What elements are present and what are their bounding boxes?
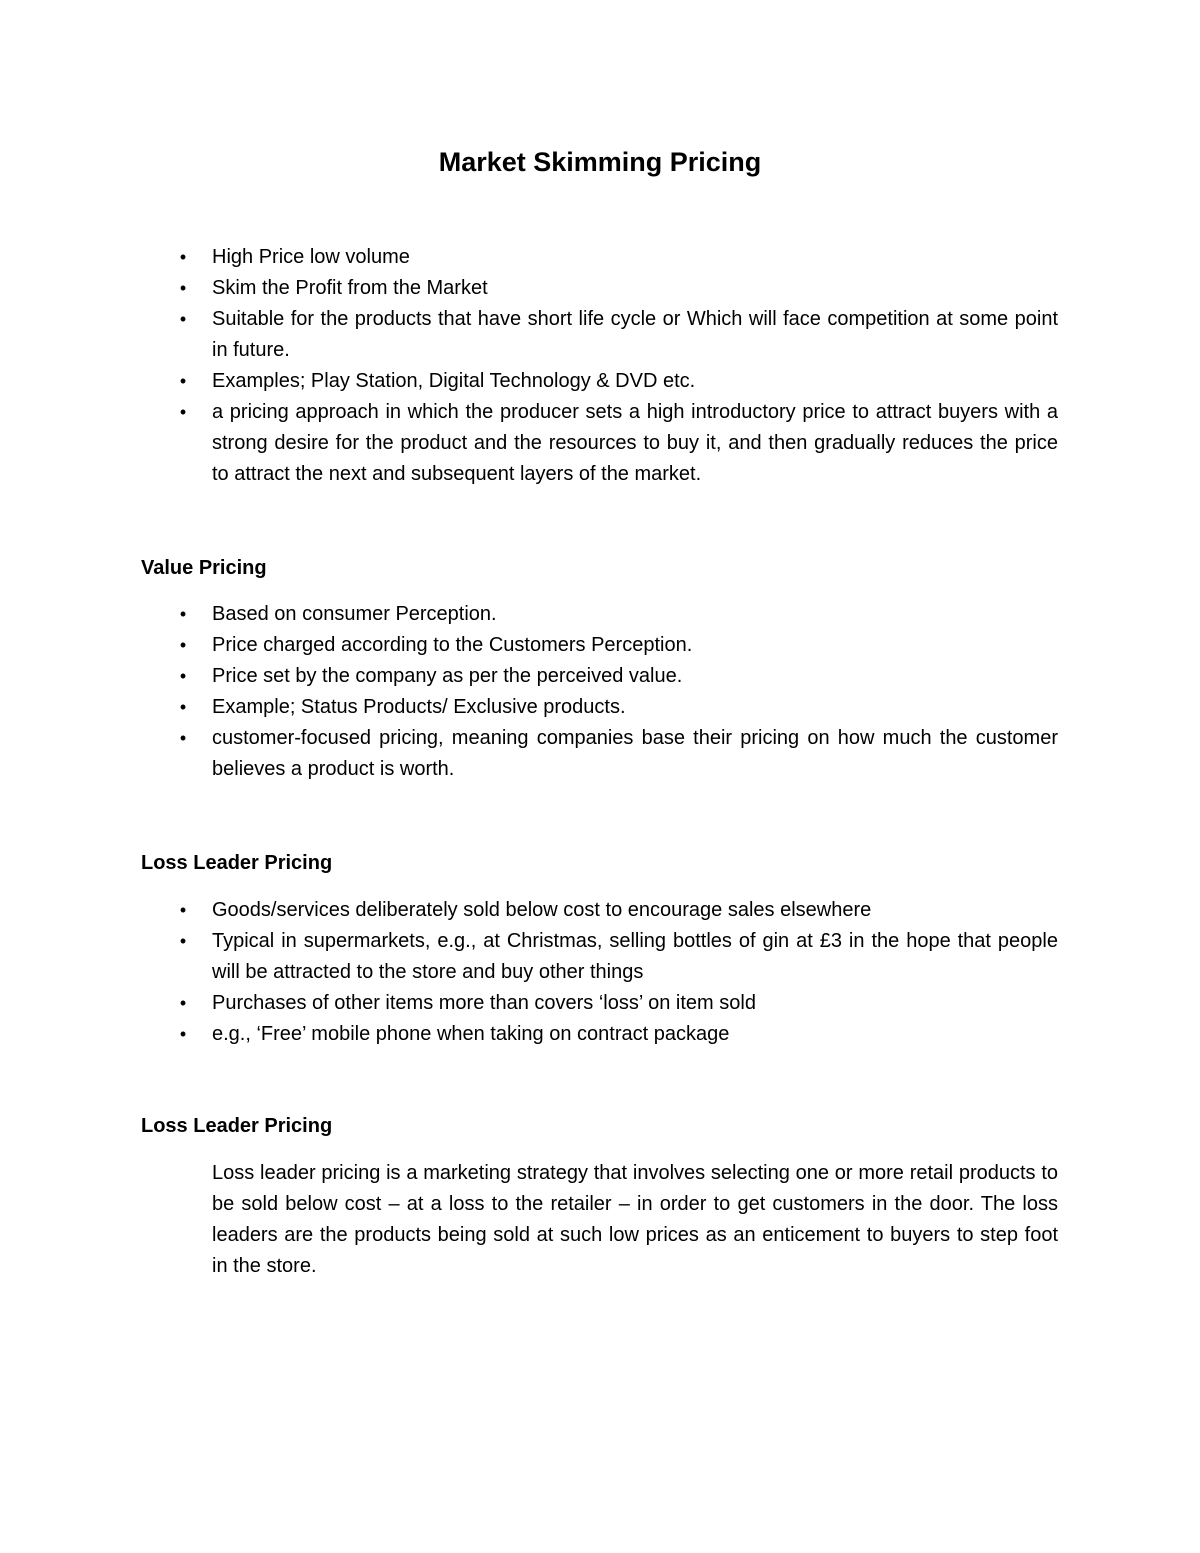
list-item [179, 1019, 1058, 1050]
bullet-icon: • [179, 931, 187, 951]
bullet-icon: • [179, 309, 187, 329]
list-item-text: Goods/services deliberately sold below cost to encourage sales elsewhere [212, 899, 872, 921]
bullet-icon: • [179, 278, 187, 298]
list-item [179, 661, 1058, 692]
list-item [179, 895, 1058, 926]
list-item-text: Price charged according to the Customers Perception. [212, 634, 693, 656]
list-item-text: Suitable for the products that have short life cycle or Which will face competition at some point in future. [212, 308, 1058, 361]
list-item-text: a pricing approach in which the producer sets a high introductory price to attract buyers with a strong desire for the product and the resources to buy it, and then gradually reduces the price to attract the next and subsequent layers of the market. [212, 401, 1058, 485]
bullet-icon: • [179, 1024, 187, 1044]
section-heading-loss-leader-pricing-definition: Loss Leader Pricing [141, 1115, 333, 1137]
section-heading-loss-leader-pricing: Loss Leader Pricing [141, 852, 333, 874]
list-item [179, 926, 1058, 988]
list-item-text: customer-focused pricing, meaning companies base their pricing on how much the customer believes a product is worth. [212, 727, 1058, 780]
loss-leader-list [179, 895, 1058, 1050]
bullet-icon: • [179, 247, 187, 267]
list-item-text: Purchases of other items more than covers ‘loss’ on item sold [212, 992, 756, 1014]
list-item [179, 304, 1058, 366]
list-item-text: Based on consumer Perception. [212, 603, 497, 625]
bullet-icon: • [179, 900, 187, 920]
list-item [179, 630, 1058, 661]
bullet-icon: • [179, 697, 187, 717]
list-item [179, 366, 1058, 397]
list-item-text: e.g., ‘Free’ mobile phone when taking on contract package [212, 1023, 730, 1045]
list-item-text: Examples; Play Station, Digital Technology & DVD etc. [212, 370, 696, 392]
list-item [179, 273, 1058, 304]
list-item [179, 242, 1058, 273]
bullet-icon: • [179, 993, 187, 1013]
loss-leader-paragraph: Loss leader pricing is a marketing strategy that involves selecting one or more retail products to be sold below cost – at a loss to the retailer – in order to get customers in the door. The loss leaders are the products being sold at such low prices as an enticement to buyers to step foot in the store. [212, 1162, 1058, 1277]
bullet-icon: • [179, 604, 187, 624]
list-item [179, 397, 1058, 490]
list-item [179, 723, 1058, 785]
list-item [179, 599, 1058, 630]
bullet-icon: • [179, 728, 187, 748]
list-item-text: Typical in supermarkets, e.g., at Christmas, selling bottles of gin at £3 in the hope that people will be attracted to the store and buy other things [212, 930, 1058, 983]
page-title: Market Skimming Pricing [438, 147, 762, 177]
list-item-text: Example; Status Products/ Exclusive products. [212, 696, 626, 718]
bullet-icon: • [179, 402, 187, 422]
bullet-icon: • [179, 635, 187, 655]
list-item [179, 988, 1058, 1019]
list-item-text: Skim the Profit from the Market [212, 277, 488, 299]
value-pricing-list [179, 599, 1058, 785]
list-item-text: Price set by the company as per the perceived value. [212, 665, 683, 687]
list-item [179, 692, 1058, 723]
bullet-icon: • [179, 371, 187, 391]
bullet-icon: • [179, 666, 187, 686]
section-heading-value-pricing: Value Pricing [141, 557, 267, 579]
list-item-text: High Price low volume [212, 246, 410, 268]
market-skimming-list [179, 242, 1058, 490]
